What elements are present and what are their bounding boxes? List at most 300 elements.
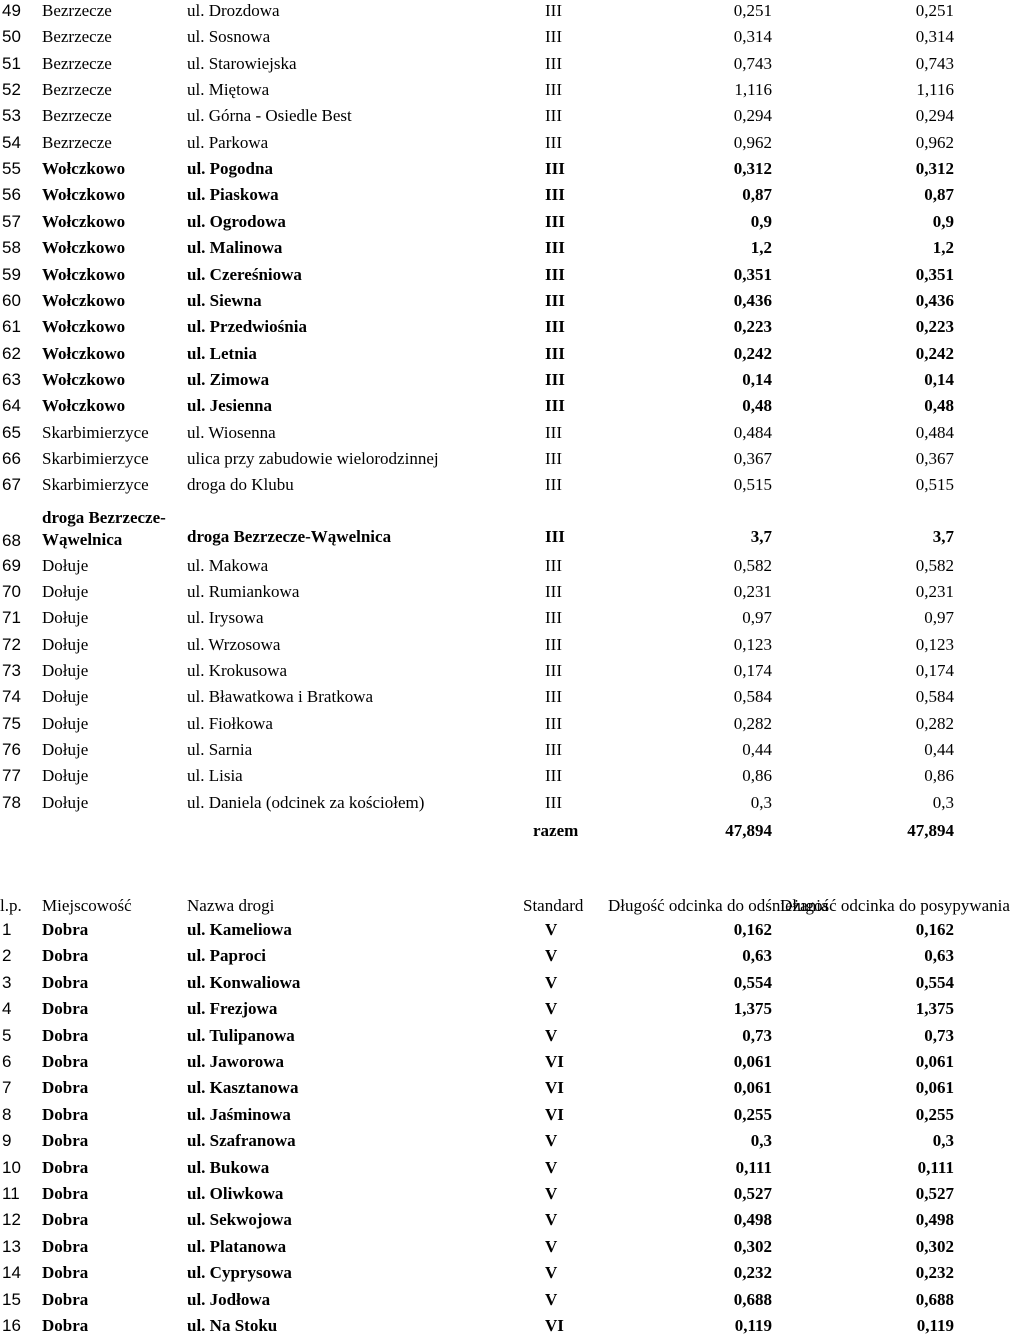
row-number: 62 (2, 343, 21, 363)
snow-length-cell: 1,2 (750, 238, 772, 258)
row-number: 59 (2, 264, 21, 284)
road-name-cell: ul. Starowiejska (187, 53, 297, 73)
snow-length-cell: 0,061 (733, 1078, 772, 1098)
row-number: 7 (2, 1078, 12, 1098)
locality-cell: Bezrzecze (42, 132, 112, 152)
table-row (0, 605, 960, 631)
standard-cell: III (545, 396, 565, 416)
standard-cell: III (545, 661, 562, 681)
table-header (0, 893, 1010, 919)
gritting-length-cell: 0,582 (915, 555, 954, 575)
locality-cell: Wołczkowo (42, 369, 126, 389)
snow-length-cell: 0,223 (733, 317, 772, 337)
row-number: 8 (2, 1104, 12, 1124)
locality-cell: Dołuje (42, 740, 89, 760)
standard-cell: V (545, 1236, 558, 1256)
snow-length-cell: 0,582 (733, 555, 772, 575)
table-row (0, 1207, 960, 1233)
row-number: 2 (2, 946, 12, 966)
road-name-cell: ul. Makowa (187, 555, 269, 575)
table-row (0, 1075, 960, 1101)
row-number: 65 (2, 422, 21, 442)
standard-cell: III (545, 555, 562, 575)
snow-length-cell: 1,375 (733, 999, 772, 1019)
row-number: 13 (2, 1236, 21, 1256)
header-gritting-length: Długość odcinka do posypywania (780, 896, 1010, 915)
snow-length-cell: 0,63 (742, 946, 772, 966)
gritting-length-cell: 0,554 (915, 972, 954, 992)
table-row (0, 446, 960, 472)
locality-cell: Dobra (42, 972, 89, 992)
snow-length-cell: 0,48 (742, 396, 772, 416)
row-number: 60 (2, 290, 21, 310)
snow-length-cell: 0,312 (733, 159, 772, 179)
snow-length-cell: 0,9 (750, 211, 772, 231)
gritting-length-cell: 0,515 (915, 475, 954, 495)
locality-cell: Dobra (42, 1316, 89, 1335)
road-name-cell: ul. Kameliowa (187, 920, 292, 939)
road-name-cell: ul. Letnia (187, 343, 257, 363)
road-name-cell: ul. Pogodna (187, 159, 273, 179)
row-number: 11 (2, 1184, 20, 1203)
standard-cell: V (545, 1157, 558, 1177)
row-number: 15 (2, 1289, 21, 1309)
gritting-length-cell: 0,743 (915, 53, 954, 73)
road-name-cell: ul. Bławatkowa i Bratkowa (187, 687, 374, 707)
table-row (0, 182, 960, 208)
table-row (0, 420, 960, 446)
gritting-length-cell: 0,282 (915, 713, 954, 733)
total-row (0, 818, 960, 844)
locality-cell: Bezrzecze (42, 27, 112, 47)
gritting-length-cell: 0,242 (915, 343, 954, 363)
road-name-cell: ul. Paproci (187, 946, 267, 966)
table-row (0, 1260, 960, 1286)
total-snow-length: 47,894 (725, 821, 772, 840)
standard-cell: III (545, 238, 565, 258)
locality-cell: Wołczkowo (42, 343, 126, 363)
road-name-cell: ul. Zimowa (187, 369, 270, 389)
road-name-cell: ul. Parkowa (187, 132, 269, 152)
standard-cell: III (545, 475, 562, 495)
snow-length-cell: 0,688 (733, 1289, 772, 1309)
standard-cell: V (545, 1210, 558, 1230)
gritting-length-cell: 0,14 (924, 369, 954, 389)
snow-length-cell: 0,87 (742, 185, 772, 205)
table-row (0, 1313, 960, 1339)
table-row (0, 499, 960, 553)
road-name-cell: ul. Siewna (187, 290, 262, 310)
row-number: 5 (2, 1025, 12, 1045)
gritting-length-cell: 0,498 (915, 1210, 954, 1230)
gritting-length-cell: 0,688 (915, 1289, 954, 1309)
locality-cell: Wołczkowo (42, 396, 126, 416)
table-row (0, 658, 960, 684)
standard-cell: VI (545, 1052, 564, 1071)
standard-cell: III (545, 369, 565, 389)
row-number: 51 (2, 53, 21, 73)
row-number: 49 (2, 1, 21, 20)
header-snow-length: Długość odcinka do odśnieżania (608, 896, 829, 915)
locality-cell: Bezrzecze (42, 80, 112, 100)
row-number: 70 (2, 582, 21, 601)
row-number: 64 (2, 396, 21, 416)
row-number: 66 (2, 448, 21, 468)
locality-cell: Dobra (42, 1184, 89, 1203)
standard-cell: III (545, 792, 562, 812)
snow-length-cell: 0,584 (733, 687, 772, 707)
snow-length-cell: 0,367 (733, 448, 772, 468)
gritting-length-cell: 0,251 (915, 1, 954, 20)
table-row (0, 262, 960, 288)
standard-cell: V (545, 1025, 558, 1045)
road-name-cell: ul. Sekwojowa (187, 1210, 292, 1230)
road-name-cell: ul. Fiołkowa (187, 713, 273, 733)
snow-length-cell: 0,515 (733, 475, 772, 495)
table-row (0, 130, 960, 156)
row-number: 55 (2, 159, 21, 179)
locality-cell: droga Bezrzecze-Wąwelnica (42, 507, 166, 549)
gritting-length-cell: 0,962 (915, 132, 954, 152)
road-name-cell: ul. Czereśniowa (187, 264, 302, 284)
gritting-length-cell: 0,314 (915, 27, 954, 47)
snow-length-cell: 0,119 (734, 1316, 772, 1335)
road-name-cell: ul. Cyprysowa (187, 1263, 292, 1283)
row-number: 1 (2, 920, 12, 939)
row-number: 57 (2, 211, 21, 231)
table-row (0, 553, 960, 579)
gritting-length-cell: 0,061 (915, 1078, 954, 1098)
gritting-length-cell: 0,87 (924, 185, 954, 205)
row-number: 52 (2, 80, 21, 100)
snow-length-cell: 0,232 (733, 1263, 772, 1283)
road-name-cell: ul. Krokusowa (187, 661, 288, 681)
standard-cell: III (545, 448, 562, 468)
road-name-cell: ul. Jaśminowa (187, 1104, 291, 1124)
header-road-name: Nazwa drogi (187, 896, 275, 915)
locality-cell: Dobra (42, 1263, 89, 1283)
snow-length-cell: 0,314 (733, 27, 772, 47)
row-number: 61 (2, 317, 21, 337)
gritting-length-cell: 0,174 (915, 661, 954, 681)
road-name-cell: ul. Konwaliowa (187, 972, 301, 992)
road-name-cell: ul. Oliwkowa (187, 1184, 284, 1203)
standard-cell: III (545, 740, 562, 760)
locality-cell: Wołczkowo (42, 238, 126, 258)
locality-cell: Dobra (42, 1104, 89, 1124)
road-name-cell: ul. Tulipanowa (187, 1025, 295, 1045)
row-number: 16 (2, 1316, 21, 1335)
table-row (0, 1049, 960, 1075)
road-name-cell: ul. Daniela (odcinek za kościołem) (187, 792, 425, 812)
locality-cell: Dobra (42, 1236, 89, 1256)
standard-cell: III (545, 185, 565, 205)
row-number: 10 (2, 1157, 21, 1177)
gritting-length-cell: 0,9 (932, 211, 954, 231)
standard-cell: V (545, 999, 558, 1019)
standard-cell: III (545, 132, 562, 152)
gritting-length-cell: 0,351 (915, 264, 954, 284)
gritting-length-cell: 0,527 (915, 1184, 954, 1203)
row-number: 3 (2, 972, 12, 992)
standard-cell: V (545, 1289, 558, 1309)
table-row (0, 51, 960, 77)
locality-cell: Bezrzecze (42, 1, 112, 20)
gritting-length-cell: 3,7 (932, 526, 954, 546)
locality-cell: Dołuje (42, 555, 89, 575)
locality-cell: Wołczkowo (42, 264, 126, 284)
standard-cell: III (545, 1, 562, 20)
locality-cell: Dobra (42, 1078, 89, 1098)
gritting-length-cell: 1,375 (915, 999, 954, 1019)
snow-length-cell: 0,351 (733, 264, 772, 284)
road-name-cell: ul. Bukowa (187, 1157, 270, 1177)
snow-length-cell: 0,111 (735, 1157, 772, 1177)
gritting-length-cell: 0,111 (917, 1157, 954, 1177)
road-name-cell: ul. Wiosenna (187, 422, 276, 442)
snow-length-cell: 0,527 (733, 1184, 772, 1203)
snow-length-cell: 0,251 (733, 1, 772, 20)
standard-cell: III (545, 317, 565, 337)
snow-length-cell: 0,282 (733, 713, 772, 733)
locality-cell: Dołuje (42, 713, 89, 733)
locality-cell: Wołczkowo (42, 290, 126, 310)
gritting-length-cell: 0,44 (924, 740, 954, 760)
snow-length-cell: 1,116 (734, 80, 772, 100)
gritting-length-cell: 0,86 (924, 766, 954, 786)
road-name-cell: ul. Miętowa (187, 80, 270, 100)
locality-cell: Dobra (42, 1289, 89, 1309)
row-number: 68 (2, 530, 21, 550)
standard-cell: III (545, 343, 565, 363)
road-name-cell: ul. Jaworowa (187, 1052, 284, 1071)
standard-cell: III (545, 290, 565, 310)
standard-cell: V (545, 972, 558, 992)
standard-cell: VI (545, 1104, 564, 1124)
gritting-length-cell: 0,312 (915, 159, 954, 179)
table-row (0, 288, 960, 314)
table-row (0, 711, 960, 737)
snow-length-cell: 0,73 (742, 1025, 772, 1045)
table-row (0, 1287, 960, 1313)
snow-length-cell: 0,743 (733, 53, 772, 73)
table-row (0, 1128, 960, 1154)
row-number: 71 (2, 608, 21, 628)
road-name-cell: ul. Górna - Osiedle Best (187, 106, 352, 126)
road-name-cell: ul. Drozdowa (187, 1, 280, 20)
road-name-cell: ul. Malinowa (187, 238, 283, 258)
gritting-length-cell: 0,302 (915, 1236, 954, 1256)
row-number: 4 (2, 999, 12, 1019)
standard-cell: III (545, 53, 562, 73)
standard-cell: III (545, 211, 565, 231)
standard-cell: III (545, 526, 565, 546)
gritting-length-cell: 0,367 (915, 448, 954, 468)
road-name-cell: droga Bezrzecze-Wąwelnica (187, 526, 392, 546)
table-row (0, 1234, 960, 1260)
table-row (0, 970, 960, 996)
table-row (0, 209, 960, 235)
row-number: 9 (2, 1131, 12, 1151)
snow-length-cell: 0,174 (733, 661, 772, 681)
road-name-cell: ul. Platanowa (187, 1236, 287, 1256)
table-row (0, 790, 960, 816)
gritting-length-cell: 0,484 (915, 422, 954, 442)
gritting-length-cell: 0,48 (924, 396, 954, 416)
locality-cell: Dołuje (42, 661, 89, 681)
gritting-length-cell: 0,119 (916, 1316, 954, 1335)
road-name-cell: ul. Sosnowa (187, 27, 271, 47)
standard-cell: VI (545, 1078, 564, 1098)
gritting-length-cell: 0,255 (915, 1104, 954, 1124)
road-name-cell: ul. Przedwiośnia (187, 317, 307, 337)
table-row (0, 917, 960, 943)
table-row (0, 1181, 960, 1207)
snow-length-cell: 0,3 (750, 1131, 772, 1151)
table-row (0, 156, 960, 182)
locality-cell: Dołuje (42, 687, 89, 707)
row-number: 78 (2, 792, 21, 812)
locality-cell: Dołuje (42, 634, 89, 654)
standard-cell: III (545, 422, 562, 442)
row-number: 56 (2, 185, 21, 205)
row-number: 53 (2, 106, 21, 126)
locality-cell: Dobra (42, 946, 89, 966)
row-number: 50 (2, 27, 21, 47)
row-number: 69 (2, 555, 21, 575)
standard-cell: III (545, 106, 562, 126)
row-number: 73 (2, 661, 21, 681)
row-number: 63 (2, 369, 21, 389)
table-row (0, 367, 960, 393)
header-locality: Miejscowość (42, 896, 132, 915)
road-name-cell: ul. Na Stoku (187, 1316, 278, 1335)
gritting-length-cell: 1,2 (932, 238, 954, 258)
table-row (0, 1155, 960, 1181)
snow-length-cell: 0,061 (733, 1052, 772, 1071)
standard-cell: V (545, 1131, 558, 1151)
table-row (0, 632, 960, 658)
row-number: 12 (2, 1210, 21, 1230)
row-number: 77 (2, 766, 21, 786)
locality-cell: Dołuje (42, 792, 89, 812)
gritting-length-cell: 0,73 (924, 1025, 954, 1045)
standard-cell: III (545, 608, 562, 628)
table-row (0, 77, 960, 103)
gritting-length-cell: 0,231 (915, 582, 954, 601)
road-name-cell: droga do Klubu (187, 475, 294, 495)
road-name-cell: ul. Irysowa (187, 608, 264, 628)
locality-cell: Dobra (42, 1131, 89, 1151)
road-name-cell: ulica przy zabudowie wielorodzinnej (187, 448, 439, 468)
header-lp: l.p. (0, 896, 22, 915)
locality-cell: Dobra (42, 1210, 89, 1230)
table-row (0, 393, 960, 419)
gritting-length-cell: 0,294 (915, 106, 954, 126)
standard-cell: III (545, 264, 565, 284)
gritting-length-cell: 0,584 (915, 687, 954, 707)
locality-cell: Bezrzecze (42, 106, 112, 126)
snow-length-cell: 0,86 (742, 766, 772, 786)
snow-length-cell: 0,242 (733, 343, 772, 363)
snow-length-cell: 0,97 (742, 608, 772, 628)
snow-length-cell: 0,14 (742, 369, 772, 389)
header-standard: Standard (523, 896, 584, 915)
table-row (0, 341, 960, 367)
gritting-length-cell: 0,123 (915, 634, 954, 654)
standard-cell: III (545, 766, 562, 786)
locality-cell: Skarbimierzyce (42, 448, 149, 468)
table-row (0, 684, 960, 710)
road-name-cell: ul. Ogrodowa (187, 211, 286, 231)
gritting-length-cell: 0,3 (932, 792, 954, 812)
standard-cell: III (545, 582, 562, 601)
row-number: 74 (2, 687, 21, 707)
total-gritting-length: 47,894 (907, 821, 954, 840)
snow-length-cell: 0,231 (733, 582, 772, 601)
row-number: 58 (2, 238, 21, 258)
locality-cell: Dobra (42, 1025, 89, 1045)
table-row (0, 1102, 960, 1128)
row-number: 75 (2, 713, 21, 733)
snow-length-cell: 0,255 (733, 1104, 772, 1124)
table-row (0, 314, 960, 340)
table-row (0, 737, 960, 763)
road-name-cell: ul. Piaskowa (187, 185, 279, 205)
snow-length-cell: 0,498 (733, 1210, 772, 1230)
road-name-cell: ul. Frezjowa (187, 999, 278, 1019)
standard-cell: V (545, 1263, 558, 1283)
standard-cell: III (545, 687, 562, 707)
road-name-cell: ul. Szafranowa (187, 1131, 296, 1151)
standard-cell: V (545, 1184, 558, 1203)
standard-cell: III (545, 159, 565, 179)
locality-cell: Skarbimierzyce (42, 475, 149, 495)
gritting-length-cell: 0,436 (915, 290, 954, 310)
road-name-cell: ul. Jesienna (187, 396, 273, 416)
gritting-length-cell: 1,116 (916, 80, 954, 100)
road-name-cell: ul. Kasztanowa (187, 1078, 299, 1098)
locality-cell: Skarbimierzyce (42, 422, 149, 442)
row-number: 14 (2, 1263, 21, 1283)
row-number: 54 (2, 132, 21, 152)
table-row (0, 103, 960, 129)
standard-cell: III (545, 27, 562, 47)
locality-cell: Wołczkowo (42, 159, 126, 179)
locality-cell: Dołuje (42, 766, 89, 786)
table-row (0, 0, 960, 24)
standard-cell: V (545, 946, 558, 966)
road-name-cell: ul. Wrzosowa (187, 634, 281, 654)
gritting-length-cell: 0,232 (915, 1263, 954, 1283)
locality-cell: Dobra (42, 1052, 89, 1071)
gritting-length-cell: 0,97 (924, 608, 954, 628)
snow-length-cell: 0,44 (742, 740, 772, 760)
row-number: 76 (2, 740, 21, 760)
locality-cell: Wołczkowo (42, 317, 126, 337)
snow-length-cell: 0,162 (733, 920, 772, 939)
row-number: 6 (2, 1052, 12, 1071)
gritting-length-cell: 0,223 (915, 317, 954, 337)
road-name-cell: ul. Lisia (187, 766, 243, 786)
locality-cell: Dołuje (42, 582, 89, 601)
row-number: 72 (2, 634, 21, 654)
table-row (0, 472, 960, 498)
table-row (0, 235, 960, 261)
table-row (0, 579, 960, 605)
gritting-length-cell: 0,3 (932, 1131, 954, 1151)
road-name-cell: ul. Rumiankowa (187, 582, 300, 601)
